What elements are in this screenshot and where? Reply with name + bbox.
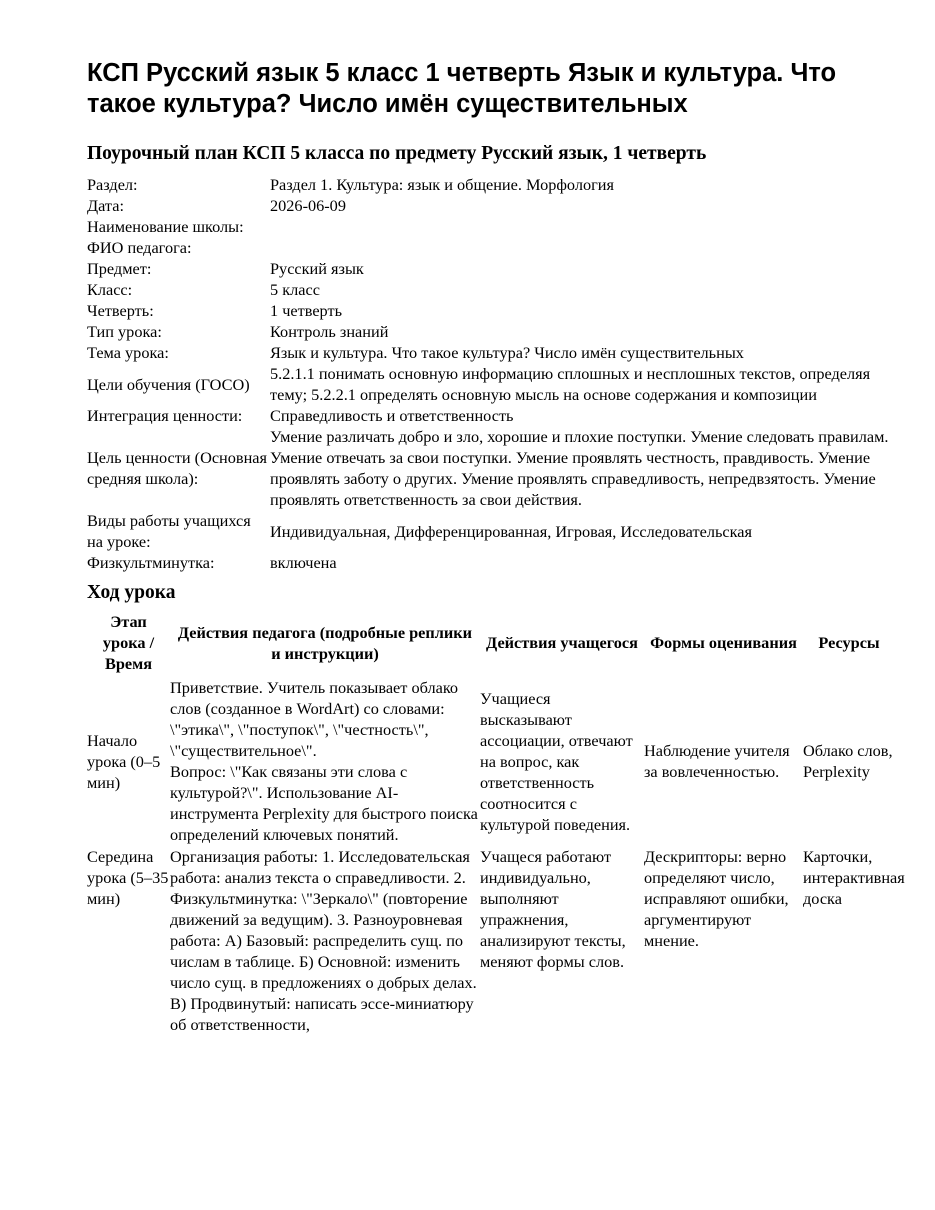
plan-row-start — [87, 677, 895, 845]
plan-cell-teacher: Приветствие. Учитель показывает облако слов (созданное в WordArt) со словами: \"этика\", \"поступок\", \"честность\", \"существительное\". Вопрос: \"Как связаны эти слова с культурой?\". Использование AI-инструмента Perplexity для быстрого поиска определений ключевых понятий. — [170, 678, 478, 844]
info-label: Физкультминутка: — [87, 553, 215, 572]
info-row — [87, 258, 895, 279]
lesson-plan-table — [87, 611, 905, 1035]
info-row — [87, 237, 895, 258]
info-value: 2026-06-09 — [270, 196, 346, 215]
info-row — [87, 321, 895, 342]
info-row — [87, 279, 895, 300]
info-label: Виды работы учащихся на уроке: — [87, 511, 251, 551]
plan-cell-student: Учащиеся высказывают ассоциации, отвечают на вопрос, как ответственность соотносится с культурой поведения. — [480, 688, 633, 834]
info-row — [87, 510, 895, 552]
plan-header-assessment: Формы оценивания — [650, 633, 797, 652]
info-value: Контроль знаний — [270, 322, 389, 341]
info-label: Интеграция ценности: — [87, 406, 243, 425]
document-subtitle: Поурочный план КСП 5 класса по предмету Русский язык, 1 четверть — [87, 143, 707, 164]
info-row — [87, 195, 895, 216]
info-row — [87, 300, 895, 321]
info-value: Раздел 1. Культура: язык и общение. Морфология — [270, 175, 614, 194]
info-label: ФИО педагога: — [87, 238, 192, 257]
info-value: Индивидуальная, Дифференцированная, Игровая, Исследовательская — [270, 521, 752, 541]
plan-cell-resources: Карточки, интерактивная доска — [803, 847, 905, 908]
info-label: Предмет: — [87, 259, 152, 278]
info-label: Тип урока: — [87, 322, 162, 341]
plan-cell-stage: Середина урока (5–35 мин) — [87, 847, 169, 908]
info-label: Цель ценности (Основная средняя школа): — [87, 448, 268, 488]
info-value: Умение различать добро и зло, хорошие и плохие поступки. Умение следовать правилам. Умение отвечать за свои поступки. Умение проявлять честность, правдивость. Умение проявлять заботу о других. Умение проявлять справедливость, непредвзятость. Умение проявлять ответственность за свои действия. — [270, 427, 889, 509]
info-row — [87, 405, 895, 426]
info-label: Цели обучения (ГОСО) — [87, 374, 250, 394]
info-value: 5 класс — [270, 280, 320, 299]
info-row — [87, 426, 895, 510]
plan-cell-assessment: Дескрипторы: верно определяют число, исправляют ошибки, аргументируют мнение. — [644, 847, 789, 950]
plan-cell-assessment: Наблюдение учителя за вовлеченностью. — [644, 741, 790, 781]
info-value: 5.2.1.1 понимать основную информацию сплошных и несплошных текстов, определяя тему; 5.2.2.1 определять основную мысль на основе содержания и композиции — [270, 364, 871, 404]
info-value: 1 четверть — [270, 301, 343, 320]
plan-header-student: Действия учащегося — [486, 633, 638, 652]
info-label: Тема урока: — [87, 343, 169, 362]
plan-cell-student: Учащеся работают индивидуально, выполняют упражнения, анализируют тексты, меняют формы слов. — [480, 847, 626, 971]
plan-header-stage: Этап урока / Время — [102, 612, 155, 673]
section-title: Ход урока — [87, 582, 176, 603]
plan-row-middle — [87, 845, 895, 1035]
info-label: Класс: — [87, 280, 133, 299]
info-row — [87, 216, 895, 237]
info-value: Справедливость и ответственность — [270, 406, 514, 425]
plan-header-row — [87, 611, 895, 677]
plan-cell-teacher: Организация работы: 1. Исследовательская работа: анализ текста о справедливости. 2. Физкультминутка: \"Зеркало\" (повторение движений за ведущим). 3. Разноуровневая работа: А) Базовый: распределить сущ. по числам в таблице. Б) Основной: изменить число сущ. в предложениях о добрых делах. В) Продвинутый: написать эссе-миниатюру об ответственности, — [170, 847, 477, 1034]
info-row — [87, 174, 895, 195]
info-row — [87, 552, 895, 573]
lesson-info-table — [87, 174, 895, 573]
info-value: включена — [270, 553, 337, 572]
document-title: КСП Русский язык 5 класс 1 четверть Язык и культура. Что такое культура? Число имён существительных — [87, 59, 837, 118]
info-label: Четверть: — [87, 301, 154, 320]
info-value — [270, 237, 895, 258]
info-label: Раздел: — [87, 175, 138, 194]
document-page — [87, 58, 905, 1035]
info-row — [87, 342, 895, 363]
plan-header-teacher: Действия педагога (подробные реплики и инструкции) — [177, 622, 473, 663]
info-value: Язык и культура. Что такое культура? Число имён существительных — [270, 343, 744, 362]
info-label: Наименование школы: — [87, 217, 244, 236]
plan-cell-stage: Начало урока (0–5 мин) — [87, 730, 161, 792]
info-row — [87, 363, 895, 405]
info-value: Русский язык — [270, 259, 364, 278]
info-label: Дата: — [87, 196, 124, 215]
info-value — [270, 216, 895, 237]
plan-header-resources: Ресурсы — [818, 633, 880, 652]
plan-cell-resources: Облако слов, Perplexity — [803, 741, 893, 781]
